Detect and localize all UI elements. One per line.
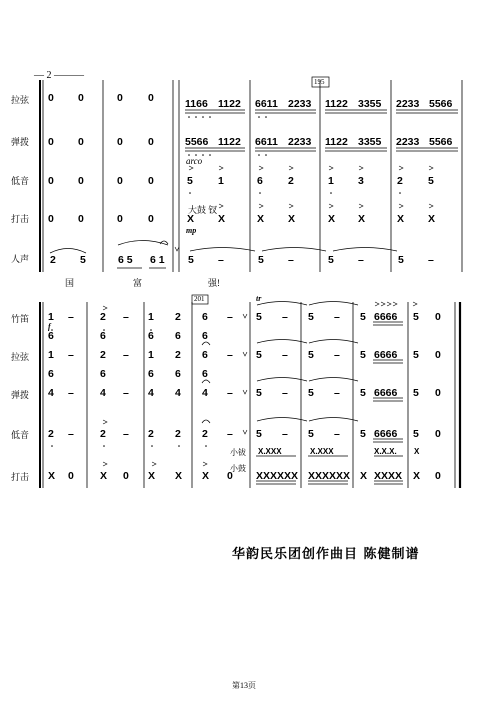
note: 0: [48, 213, 54, 225]
note: 2: [202, 428, 208, 440]
note: –: [282, 311, 288, 323]
note: –: [123, 387, 129, 399]
note: 5: [308, 387, 314, 399]
note: 0: [48, 175, 54, 187]
note: 6666: [374, 311, 398, 323]
note: XX: [284, 470, 299, 482]
note: 1: [148, 349, 154, 361]
instrument-label: 人声: [10, 254, 29, 264]
note: 2233: [396, 136, 420, 148]
note: X: [414, 447, 420, 456]
note: 6: [175, 368, 181, 380]
note: 6666: [374, 387, 398, 399]
note: –: [358, 254, 364, 266]
cymbal-label: 小钹: [230, 448, 246, 457]
note: 6611: [255, 136, 278, 148]
note: 5: [360, 311, 366, 323]
lyric: 国: [65, 278, 75, 288]
note: –: [218, 254, 224, 266]
note: 1166: [185, 98, 208, 110]
note: 5: [187, 175, 193, 187]
note: 5: [308, 428, 314, 440]
note: 2: [100, 311, 106, 323]
note: 5566: [185, 136, 209, 148]
note: –: [68, 311, 74, 323]
lyric: 富: [133, 278, 143, 288]
note: 1: [218, 175, 224, 187]
note: 5: [413, 387, 419, 399]
note: 4: [148, 387, 154, 399]
note: 0: [435, 311, 441, 323]
note: X: [48, 470, 56, 482]
note: 5: [308, 311, 314, 323]
rehearsal-mark: 195: [314, 78, 325, 86]
note: 1122: [325, 98, 348, 110]
note: 5: [256, 387, 262, 399]
note: X: [187, 213, 195, 225]
note: 5: [256, 311, 262, 323]
note: 5: [360, 387, 366, 399]
instrument-label: 低音: [10, 176, 29, 186]
note: 1122: [218, 136, 241, 148]
note: –: [288, 254, 294, 266]
note: 4: [202, 387, 208, 399]
note: 2: [100, 349, 106, 361]
note: 0: [117, 136, 123, 148]
note: –: [123, 349, 129, 361]
note: X: [428, 213, 436, 225]
note: 4: [100, 387, 106, 399]
note: 5: [413, 428, 419, 440]
time-signature-value: 2: [46, 70, 52, 81]
note: 2: [288, 175, 294, 187]
note: 6: [100, 368, 106, 380]
note: 2: [175, 311, 181, 323]
note: 6666: [374, 428, 398, 440]
note: –: [123, 311, 129, 323]
note: 2: [397, 175, 403, 187]
note: 0: [435, 349, 441, 361]
note: 3355: [358, 136, 382, 148]
note: 5: [360, 349, 366, 361]
note: 5: [256, 349, 262, 361]
note: 1: [328, 175, 334, 187]
note: 6: [148, 330, 154, 342]
instrument-label: 打击: [10, 472, 29, 482]
note: X: [202, 470, 210, 482]
note: 2: [48, 428, 54, 440]
note: 0: [148, 213, 154, 225]
note: 5: [188, 254, 194, 266]
instrument-label: 弹拨: [10, 390, 29, 400]
note: X: [148, 470, 156, 482]
note: 5: [80, 254, 86, 266]
note: –: [334, 349, 340, 361]
note: 1: [48, 349, 54, 361]
note: 0: [148, 92, 154, 104]
note: 3355: [358, 98, 382, 110]
note: 6: [100, 330, 106, 342]
note: 4: [175, 387, 181, 399]
percussion-label: 大鼓 钗: [188, 205, 218, 215]
note: 2233: [396, 98, 420, 110]
note: 0: [78, 175, 84, 187]
instrument-label: 弹拨: [10, 137, 29, 147]
instrument-label: 拉弦: [10, 352, 29, 362]
instrument-label: 拉弦: [10, 95, 29, 105]
note: 6: [202, 349, 208, 361]
note: 6: [148, 368, 154, 380]
note: 0: [78, 213, 84, 225]
note: –: [334, 311, 340, 323]
note: –: [282, 387, 288, 399]
note: 2: [148, 428, 154, 440]
note: 6: [202, 330, 208, 342]
instrument-label: 打击: [10, 214, 29, 224]
note: XX: [336, 470, 351, 482]
credit-line: 华韵民乐团创作曲目 陈健制谱: [232, 547, 420, 562]
note: 3: [358, 175, 364, 187]
rehearsal-mark: 201: [194, 295, 205, 303]
note: 5: [328, 254, 334, 266]
note: 6: [48, 368, 54, 380]
note: X: [218, 213, 226, 225]
note: 2233: [288, 98, 312, 110]
dynamic-mark: f: [48, 322, 51, 331]
note: 0: [435, 470, 441, 482]
note: 6: [257, 175, 263, 187]
note: 5: [428, 175, 434, 187]
note: 2: [175, 428, 181, 440]
note: –: [68, 428, 74, 440]
note: 0: [148, 136, 154, 148]
note: 0: [48, 92, 54, 104]
note: 6611: [255, 98, 278, 110]
note: 0: [148, 175, 154, 187]
note: 5: [308, 349, 314, 361]
note: 2: [175, 349, 181, 361]
arco-mark: arco: [186, 156, 203, 166]
note: 1122: [218, 98, 241, 110]
note: X: [397, 213, 405, 225]
note: –: [334, 387, 340, 399]
note: 5: [398, 254, 404, 266]
note: 0: [78, 92, 84, 104]
note: –: [227, 349, 233, 361]
note: 5566: [429, 136, 453, 148]
note: 0: [435, 387, 441, 399]
note: X: [175, 470, 183, 482]
note: 0: [78, 136, 84, 148]
note: 5566: [429, 98, 453, 110]
trill-mark: tr: [256, 294, 262, 303]
note: 2: [50, 254, 56, 266]
note: 2233: [288, 136, 312, 148]
time-signature: — 2 ———: [34, 70, 84, 81]
note: X: [100, 470, 108, 482]
note: X.XXX: [310, 447, 334, 456]
note: 0: [68, 470, 74, 482]
note: 5: [413, 349, 419, 361]
note: –: [123, 428, 129, 440]
lyric: 强!: [208, 278, 220, 288]
note: X: [288, 213, 296, 225]
note: 5: [256, 428, 262, 440]
note: 6666: [374, 349, 398, 361]
note: –: [68, 349, 74, 361]
note: 5: [360, 428, 366, 440]
note: 0: [117, 213, 123, 225]
page-number: 第13页: [232, 681, 256, 690]
note: –: [428, 254, 434, 266]
note: –: [334, 428, 340, 440]
note: 1: [48, 311, 54, 323]
note: X: [358, 213, 366, 225]
instrument-label: 竹笛: [10, 314, 29, 324]
note: –: [68, 387, 74, 399]
note: X: [257, 213, 265, 225]
note: 6: [48, 330, 54, 342]
note: X: [328, 213, 336, 225]
note: X.XXX: [258, 447, 282, 456]
note: 0: [117, 92, 123, 104]
note: –: [227, 387, 233, 399]
note: –: [227, 428, 233, 440]
note: X: [360, 470, 368, 482]
note: 1: [148, 311, 154, 323]
note: 2: [100, 428, 106, 440]
note: 6: [202, 368, 208, 380]
note: –: [227, 311, 233, 323]
note: –: [282, 428, 288, 440]
note: 4: [48, 387, 54, 399]
note: X.X.X.: [374, 447, 397, 456]
note: 6 1: [150, 254, 165, 266]
note: 0: [227, 470, 233, 482]
note: 5: [258, 254, 264, 266]
note: XXXX: [374, 470, 403, 482]
note: 0: [117, 175, 123, 187]
note: 1122: [325, 136, 348, 148]
instrument-label: 低音: [10, 430, 29, 440]
note: X: [413, 470, 421, 482]
note: 5: [413, 311, 419, 323]
dynamic-mark: mp: [186, 226, 197, 235]
note: 0: [123, 470, 129, 482]
note: 0: [48, 136, 54, 148]
note: –: [282, 349, 288, 361]
note: 0: [435, 428, 441, 440]
note: 6: [175, 330, 181, 342]
note: 6: [202, 311, 208, 323]
drum-label: 小鼓: [230, 464, 246, 473]
note: 6 5: [118, 254, 133, 266]
note: XXXX: [256, 470, 285, 482]
note: XXXX: [308, 470, 337, 482]
